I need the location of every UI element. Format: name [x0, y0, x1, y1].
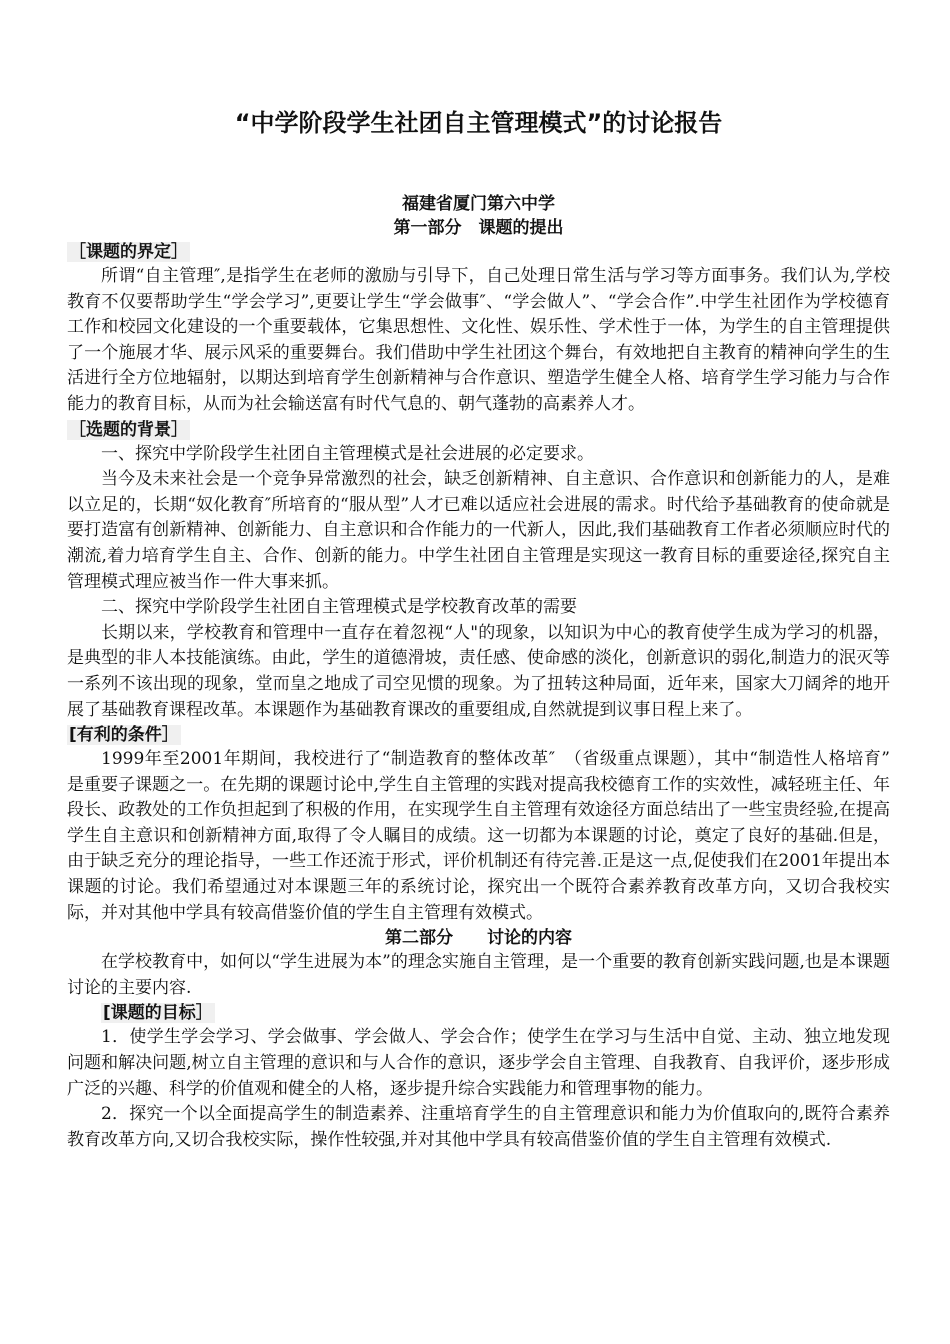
paragraph: 2．探究一个以全面提高学生的制造素养、注重培育学生的自主管理意识和能力为价值取向的,既符合素养教育改革方向,又切合我校实际，操作性较强,并对其他中学具有较高借鉴价值的学生自主管理有效模式. [67, 1104, 890, 1150]
paragraph: 二、探究中学阶段学生社团自主管理模式是学校教育改革的需要 [101, 597, 577, 618]
paragraph: 1．使学生学会学习、学会做事、学会做人、学会合作；使学生在学习与生活中自觉、主动、独立地发现问题和解决问题,树立自主管理的意识和与人合作的意识，逐步学会自主管理、自我教育、自我评价，逐步形成广泛的兴趣、科学的价值观和健全的人格，逐步提升综合实践能力和管理事物的能力。 [67, 1027, 890, 1099]
document-title: “中学阶段学生社团自主管理模式”的讨论报告 [234, 109, 723, 137]
paragraph: 在学校教育中，如何以“学生进展为本”的理念实施自主管理，是一个重要的教育创新实践问题,也是本课题讨论的主要内容. [67, 952, 890, 998]
paragraph: 1999年至2001年期间，我校进行了“制造教育的整体改革″ （省级重点课题），其中“制造性人格培育” 是重要子课题之一。在先期的课题讨论中,学生自主管理的实践对提高我校德育工作的实效性，减轻班主任、年段长、政教处的工作负担起到了积极的作用，在实现学生自主管理有效途径方面总结出了一些宝贵经验,在提高学生自主意识和创新精神方面,取得了令人瞩目的成绩。这一切都为本课题的讨论，奠定了良好的基础.但是，由于缺乏充分的理论指导，一些工作还流于形式，评价机制还有待完善.正是这一点,促使我们在2001年提出本课题的讨论。我们希望通过对本课题三年的系统讨论，探究出一个既符合素养教育改革方向，又切合我校实际，并对其他中学具有较高借鉴价值的学生自主管理有效模式。 [67, 749, 907, 923]
school-name: 福建省厦门第六中学 [402, 194, 555, 214]
paragraph: 长期以来，学校教育和管理中一直存在着忽视“人"的现象，以知识为中心的教育使学生成为学习的机器，是典型的非人本技能演练。由此，学生的道德滑坡，责任感、使命感的淡化，创新意识的弱化,制造力的泯灭等一系列不该出现的现象，堂而皇之地成了司空见惯的现象。为了扭转这种局面，近年来，国家大刀阔斧的地开展了基础教育课程改革。本课题作为基础教育课改的重要组成,自然就提到议事日程上来了。 [67, 622, 890, 720]
part1-heading: 第一部分 课题的提出 [393, 218, 564, 238]
section-heading-definition: ［课题的界定］ [69, 242, 188, 262]
document-body [67, 192, 907, 1153]
paragraph: 一、探究中学阶段学生社团自主管理模式是社会进展的必定要求。 [101, 443, 594, 464]
section-heading-background: ［选题的背景］ [69, 419, 188, 440]
paragraph: 所谓“自主管理″,是指学生在老师的激励与引导下，自己处理日常生活与学习等方面事务。我们认为,学校教育不仅要帮助学生“学会学习”,更要让学生“学会做事″、“学会做人”、“学会合作”.中学生社团作为学校德育工作和校园文化建设的一个重要载体，它集思想性、文化性、娱乐性、学术性于一体，为学生的自主管理提供了一个施展才华、展示风采的重要舞台。我们借助中学生社团这个舞台，有效地把自主教育的精神向学生的生活进行全方位地辐射，以期达到培育学生创新精神与合作意识、塑造学生健全人格、培育学生学习能力与合作能力的教育目标，从而为社会输送富有时代气息的、朝气蓬勃的高素养人才。 [67, 266, 890, 414]
part2-heading: 第二部分 讨论的内容 [385, 928, 572, 949]
paragraph: 当今及未来社会是一个竞争异常激烈的社会，缺乏创新精神、自主意识、合作意识和创新能力的人，是难以立足的，长期“奴化教育″所培育的“服从型”人才已难以适应社会进展的需求。时代给予基础教育的使命就是要打造富有创新精神、创新能力、自主意识和合作能力的一代新人，因此,我们基础教育工作者必须顺应时代的潮流,着力培育学生自主、合作、创新的能力。中学生社团自主管理是实现这一教育目标的重要途径,探究自主管理模式理应被当作一件大事来抓。 [67, 469, 890, 592]
section-heading-conditions: [有利的条件］ [69, 725, 179, 746]
section-heading-goals: [课题的目标］ [103, 1003, 213, 1024]
